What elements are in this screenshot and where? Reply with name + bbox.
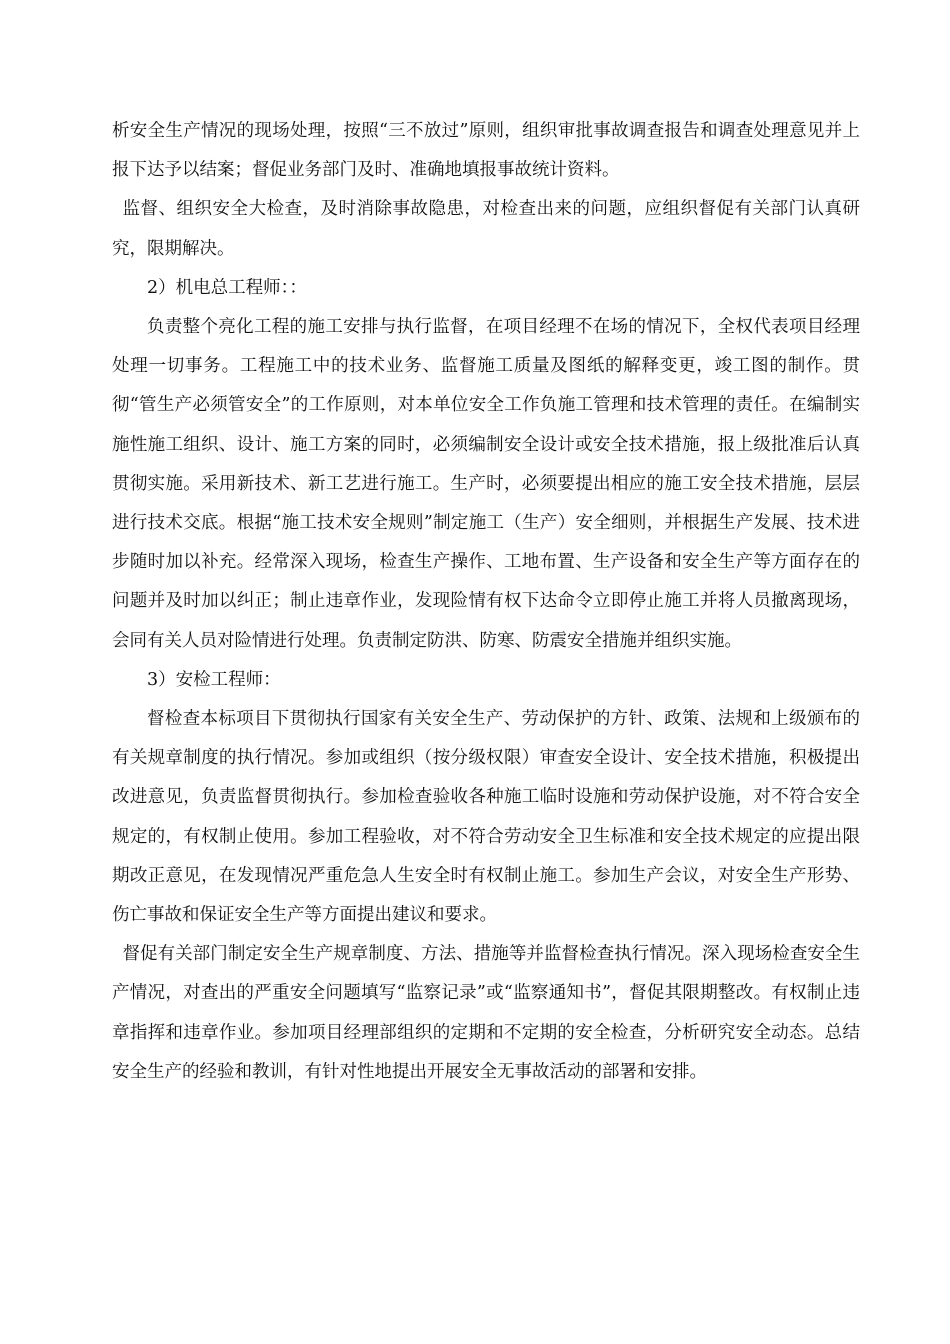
document-body <box>112 112 860 1092</box>
paragraph-safety-inspection: 监督、组织安全大检查，及时消除事故隐患，对检查出来的问题，应组织督促有关部门认真研究，限期解决。 <box>112 199 860 259</box>
heading-chief-engineer: 2）机电总工程师：： <box>147 277 307 298</box>
heading-safety-engineer: 3）安检工程师： <box>147 669 281 690</box>
paragraph-chief-engineer-duties: 负责整个亮化工程的施工安排与执行监督，在项目经理不在场的情况下，全权代表项目经理处理一切事务。工程施工中的技术业务、监督施工质量及图纸的解释变更，竣工图的制作。贯彻“管生产必须管安全”的工作原则，对本单位安全工作负施工管理和技术管理的责任。在编制实施性施工组织、设计、施工方案的同时，必须编制安全设计或安全技术措施，报上级批准后认真贯彻实施。采用新技术、新工艺进行施工。生产时，必须要提出相应的施工安全技术措施，层层进行技术交底。根据“施工技术安全规则”制定施工（生产）安全细则，并根据生产发展、技术进步随时加以补充。经常深入现场，检查生产操作、工地布置、生产设备和安全生产等方面存在的问题并及时加以纠正；制止违章作业，发现险情有权下达命令立即停止施工并将人员撤离现场，会同有关人员对险情进行处理。负责制定防洪、防寒、防震安全措施并组织实施。 <box>112 317 860 651</box>
paragraph-accident-handling: 析安全生产情况的现场处理，按照“三不放过”原则，组织审批事故调查报告和调查处理意见并上报下达予以结案；督促业务部门及时、准确地填报事故统计资料。 <box>112 121 860 181</box>
paragraph-safety-engineer-duties: 督检查本标项目下贯彻执行国家有关安全生产、劳动保护的方针、政策、法规和上级颁布的有关规章制度的执行情况。参加或组织（按分级权限）审查安全设计、安全技术措施，积极提出改进意见，负责监督贯彻执行。参加检查验收各种施工临时设施和劳动保护设施，对不符合安全规定的，有权制止使用。参加工程验收，对不符合劳动安全卫生标准和安全技术规定的应提出限期改正意见，在发现情况严重危急人生安全时有权制止施工。参加生产会议，对安全生产形势、伤亡事故和保证安全生产等方面提出建议和要求。 <box>112 709 860 926</box>
paragraph-safety-supervision: 督促有关部门制定安全生产规章制度、方法、措施等并监督检查执行情况。深入现场检查安全生产情况，对查出的严重安全问题填写“监察记录”或“监察通知书”，督促其限期整改。有权制止违章指挥和违章作业。参加项目经理部组织的定期和不定期的安全检查，分析研究安全动态。总结安全生产的经验和教训，有针对性地提出开展安全无事故活动的部署和安排。 <box>112 944 860 1082</box>
